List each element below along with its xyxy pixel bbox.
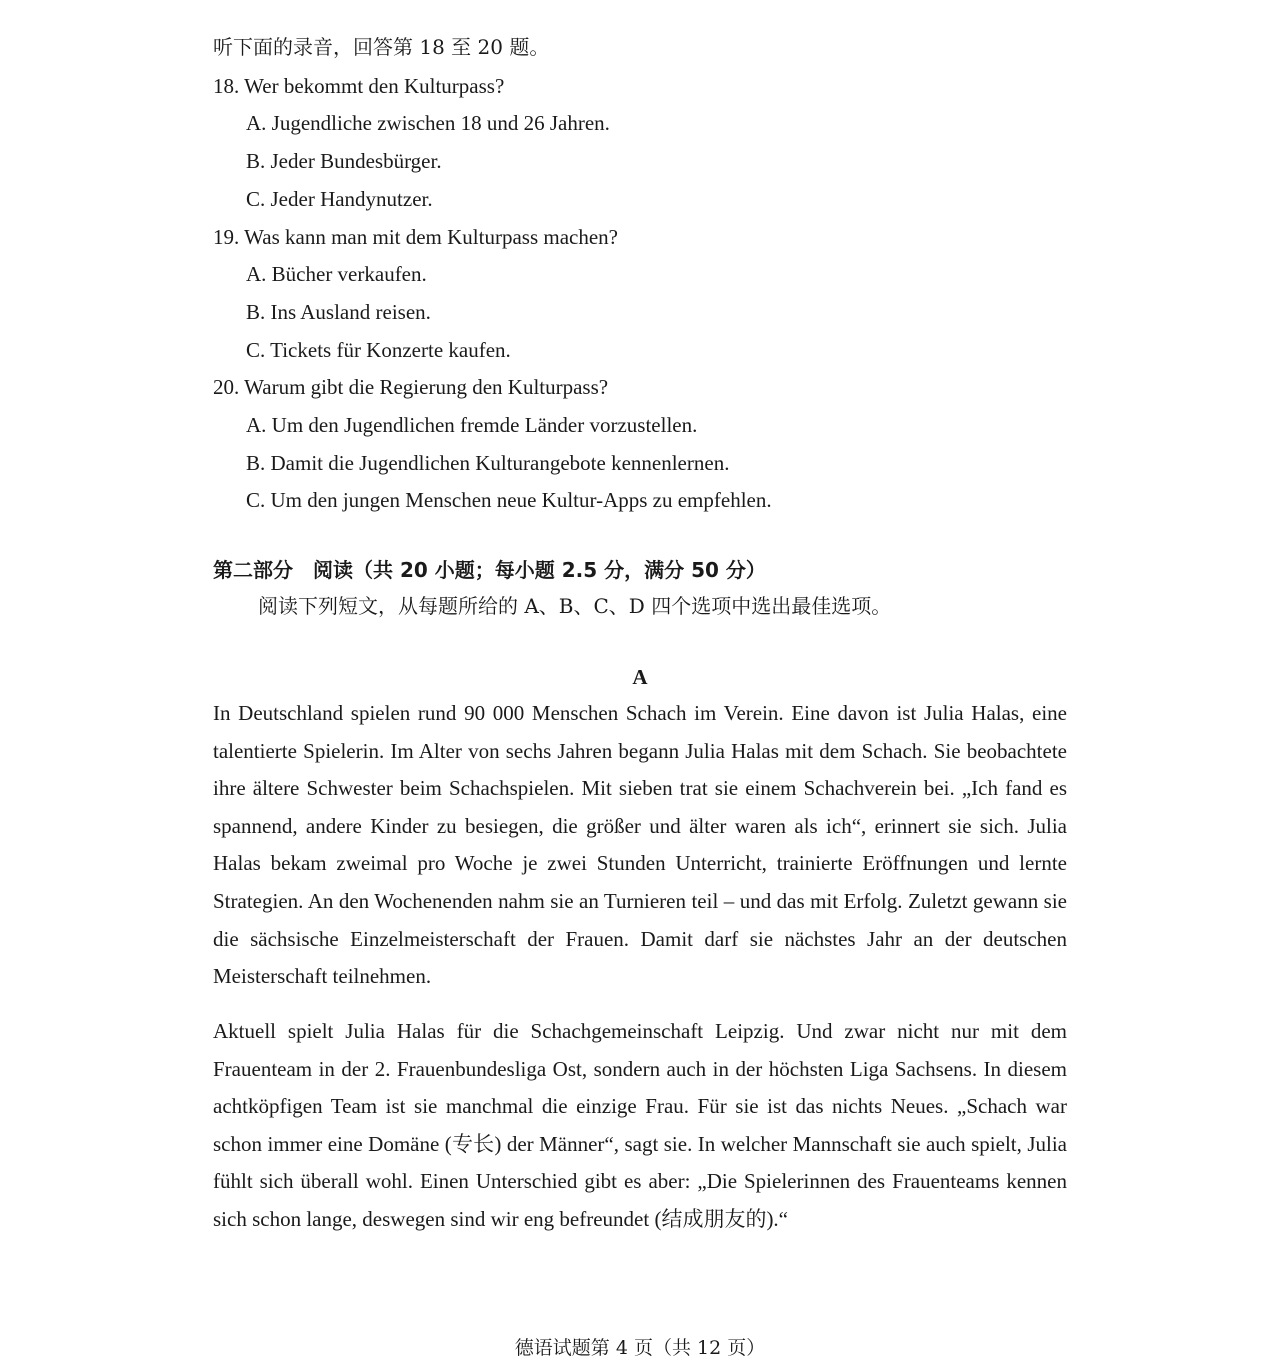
- question-19: 19. Was kann man mit dem Kulturpass machen?: [213, 225, 618, 249]
- page-footer: 德语试题第 4 页（共 12 页）: [514, 1337, 766, 1359]
- reading-instruction: 阅读下列短文，从每题所给的 A、B、C、D 四个选项中选出最佳选项。: [258, 594, 892, 618]
- passage-paragraph-2: Aktuell spielt Julia Halas für die Schachgemeinschaft Leipzig. Und zwar nicht nur mit dem Frauenteam in der 2. Frauenbundesliga Ost, sondern auch in der höchsten Liga Sachsens. In diesem achtköpfigen Team ist sie manchmal die einzige Frau. Für sie ist das nichts Neues. „Schach war schon immer eine Domäne (专长) der Männer“, sagt sie. In welcher Mannschaft sie auch spielt, Julia fühlt sich überall wohl. Einen Unterschied gibt es aber: „Die Spielerinnen des Frauenteams kennen sich schon lange, deswegen sind wir eng befreundet (结成朋友的).“: [213, 1019, 1067, 1231]
- passage-label: A: [632, 665, 648, 689]
- question-19-option-c: C. Tickets für Konzerte kaufen.: [246, 338, 511, 362]
- question-20: 20. Warum gibt die Regierung den Kulturpass?: [213, 375, 609, 399]
- question-18: 18. Wer bekommt den Kulturpass?: [213, 74, 505, 98]
- question-18-option-c: C. Jeder Handynutzer.: [246, 187, 433, 211]
- question-20-option-c: C. Um den jungen Menschen neue Kultur-Apps zu empfehlen.: [246, 488, 772, 512]
- question-18-option-a: A. Jugendliche zwischen 18 und 26 Jahren.: [246, 111, 610, 135]
- question-20-option-a: A. Um den Jugendlichen fremde Länder vorzustellen.: [246, 413, 698, 437]
- question-20-option-b: B. Damit die Jugendlichen Kulturangebote kennenlernen.: [246, 451, 730, 475]
- listening-intro: 听下面的录音，回答第 18 至 20 题。: [213, 35, 550, 59]
- passage-paragraph-1: In Deutschland spielen rund 90 000 Menschen Schach im Verein. Eine davon ist Julia Halas, eine talentierte Spielerin. Im Alter von sechs Jahren begann Julia Halas mit dem Schach. Sie beobachtete ihre ältere Schwester beim Schachspielen. Mit sieben trat sie einem Schachverein bei. „Ich fand es spannend, andere Kinder zu besiegen, die größer und älter waren als ich“, erinnert sie sich. Julia Halas bekam zweimal pro Woche je zwei Stunden Unterricht, trainierte Eröffnungen und lernte Strategien. An den Wochenenden nahm sie an Turnieren teil – und das mit Erfolg. Zuletzt gewann sie die sächsische Einzelmeisterschaft der Frauen. Damit darf sie nächstes Jahr an der deutschen Meisterschaft teilnehmen.: [213, 701, 1067, 989]
- reading-section-title: 第二部分 阅读（共 20 小题；每小题 2.5 分，满分 50 分）: [213, 558, 766, 582]
- question-18-option-b: B. Jeder Bundesbürger.: [246, 149, 442, 173]
- question-19-option-b: B. Ins Ausland reisen.: [246, 300, 431, 324]
- question-19-option-a: A. Bücher verkaufen.: [246, 262, 427, 286]
